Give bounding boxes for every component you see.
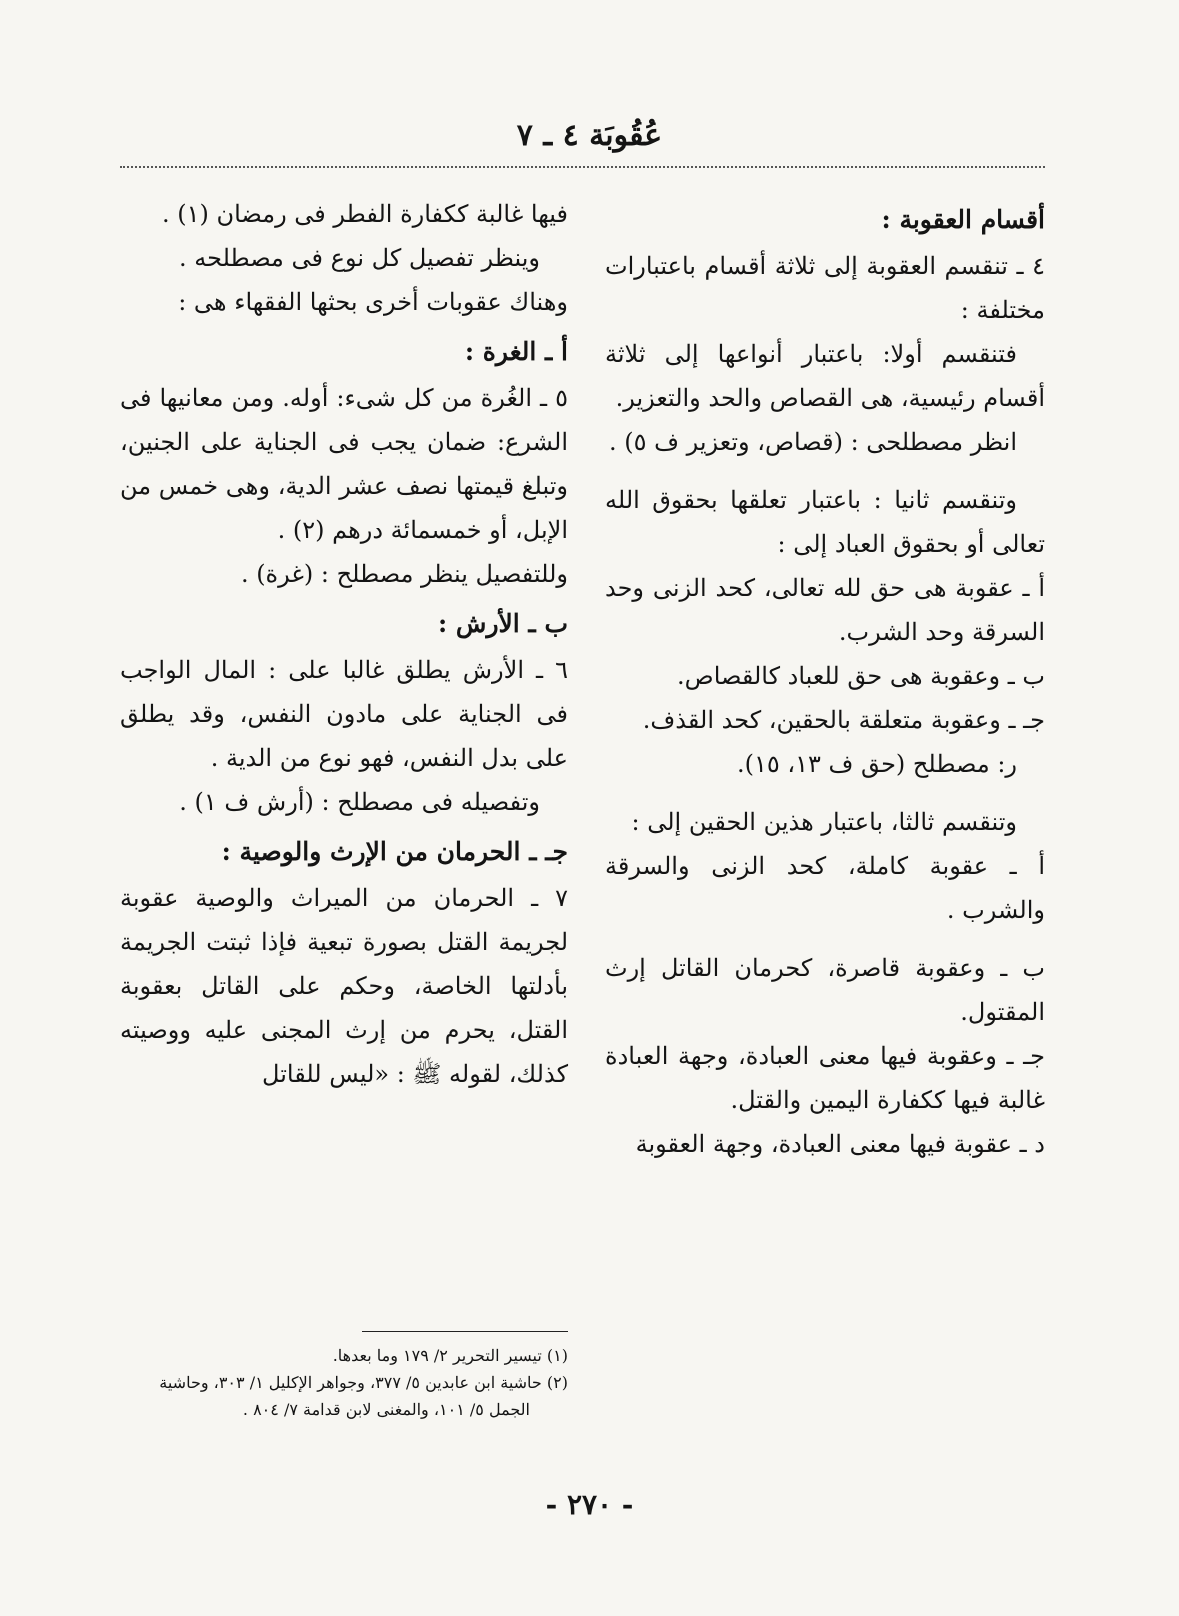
division-first-see: انظر مصطلحى : (قصاص، وتعزير ف ٥) . bbox=[608, 428, 1017, 456]
footnote-rule bbox=[362, 1331, 568, 1332]
header-dotted-rule bbox=[120, 166, 1045, 168]
running-header-title: عُقُوبَة ٤ ـ ٧ bbox=[516, 118, 663, 153]
division-second: وتنقسم ثانيا : باعتبار تعلقها بحقوق الله تعالى أو بحقوق العباد إلى : bbox=[605, 486, 1045, 558]
division-third: وتنقسم ثالثا، باعتبار هذين الحقين إلى : bbox=[631, 808, 1017, 836]
page-number: - ٢٧٠ - bbox=[545, 1488, 634, 1521]
right-column bbox=[605, 192, 1045, 1166]
division-first: فتنقسم أولا: باعتبار أنواعها إلى ثلاثة أقسام رئيسية، هى القصاص والحد والتعزير. bbox=[605, 340, 1045, 412]
other-punishments-intro: وهناك عقوبات أخرى بحثها الفقهاء هى : bbox=[178, 288, 568, 316]
division-third-item-b: ب ـ وعقوبة قاصرة، كحرمان القاتل إرث المقتول. bbox=[605, 954, 1045, 1026]
detail-note: وينظر تفصيل كل نوع فى مصطلحه . bbox=[178, 244, 540, 272]
division-second-item-b: ب ـ وعقوبة هى حق للعباد كالقصاص. bbox=[677, 662, 1045, 690]
paragraph-6-see: وتفصيله فى مصطلح : (أرش ف ١) . bbox=[179, 788, 540, 816]
division-second-reference: ر: مصطلح (حق ف ١٣، ١٥). bbox=[736, 750, 1017, 778]
heading-hirman: جـ ـ الحرمان من الإرث والوصية : bbox=[221, 837, 568, 866]
footnotes bbox=[120, 1342, 568, 1423]
division-second-item-a: أ ـ عقوبة هى حق لله تعالى، كحد الزنى وحد السرقة وحد الشرب. bbox=[605, 574, 1045, 646]
division-third-item-c: جـ ـ وعقوبة فيها معنى العبادة، وجهة العبادة غالبة فيها ككفارة اليمين والقتل. bbox=[605, 1042, 1045, 1114]
division-third-item-d: د ـ عقوبة فيها معنى العبادة، وجهة العقوبة bbox=[635, 1130, 1045, 1158]
continuation-text: فيها غالبة ككفارة الفطر فى رمضان (١) . bbox=[161, 200, 568, 228]
paragraph-4: ٤ ـ تنقسم العقوبة إلى ثلاثة أقسام باعتبارات مختلفة : bbox=[605, 252, 1045, 324]
division-third-item-a: أ ـ عقوبة كاملة، كحد الزنى والسرقة والشرب . bbox=[605, 852, 1045, 924]
left-column bbox=[120, 192, 568, 1096]
paragraph-7: ٧ ـ الحرمان من الميراث والوصية عقوبة لجريمة القتل بصورة تبعية فإذا ثبتت الجريمة بأدلتها الخاصة، وحكم على القاتل بعقوبة القتل، يحرم من إرث المجنى عليه ووصيته كذلك، لقوله ﷺ : «ليس للقاتل bbox=[120, 884, 568, 1088]
footnote-2: (٢) حاشية ابن عابدين ٥/ ٣٧٧، وجواهر الإكليل ١/ ٣٠٣، وحاشية الجمل ٥/ ١٠١، والمغنى لابن قدامة ٧/ ٨٠٤ . bbox=[159, 1373, 568, 1419]
paragraph-5: ٥ ـ الغُرة من كل شىء: أوله. ومن معانيها فى الشرع: ضمان يجب فى الجناية على الجنين، وتبلغ قيمتها نصف عشر الدية، وهى خمس من الإبل، أو خمسمائة درهم (٢) . bbox=[120, 384, 569, 544]
spacer bbox=[605, 786, 1045, 800]
heading-ghurra: أ ـ الغرة : bbox=[464, 337, 568, 366]
heading-aqsam-al-uquba: أقسام العقوبة : bbox=[881, 205, 1045, 234]
footnote-1: (١) تيسير التحرير ٢/ ١٧٩ وما بعدها. bbox=[332, 1346, 568, 1365]
spacer bbox=[605, 464, 1045, 478]
heading-arsh: ب ـ الأرش : bbox=[438, 609, 568, 638]
spacer bbox=[605, 932, 1045, 946]
paragraph-6: ٦ ـ الأرش يطلق غالبا على : المال الواجب فى الجناية على مادون النفس، وقد يطلق على بدل النفس، فهو نوع من الدية . bbox=[120, 656, 568, 772]
division-second-item-c: جـ ـ وعقوبة متعلقة بالحقين، كحد القذف. bbox=[642, 706, 1045, 734]
paragraph-5-see: وللتفصيل ينظر مصطلح : (غرة) . bbox=[240, 560, 568, 588]
